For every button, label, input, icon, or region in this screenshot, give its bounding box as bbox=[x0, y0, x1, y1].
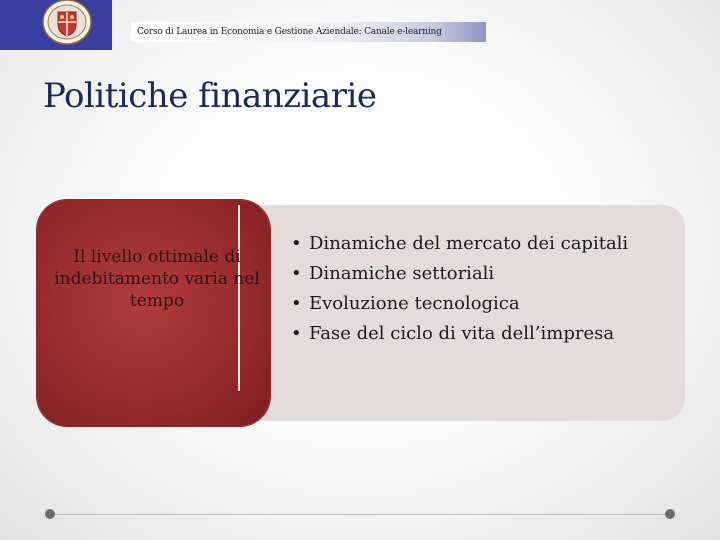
bullet-dot: • bbox=[291, 263, 302, 284]
course-title: Corso di Laurea in Economia e Gestione Aziendale: Canale e-learning bbox=[137, 27, 442, 37]
nav-right-dot-icon[interactable] bbox=[665, 509, 675, 519]
bullet-dot: • bbox=[291, 293, 302, 314]
bullet-dot: • bbox=[291, 323, 302, 344]
bullet-dot: • bbox=[291, 233, 302, 254]
slide-title: Politiche finanziarie bbox=[43, 76, 377, 116]
university-seal-icon bbox=[41, 0, 93, 46]
bullet-text: Evoluzione tecnologica bbox=[309, 293, 520, 314]
bullet-text: Dinamiche settoriali bbox=[309, 263, 495, 284]
bullet-text: Fase del ciclo di vita dell’impresa bbox=[309, 323, 615, 344]
bullet-item bbox=[291, 319, 671, 349]
bullet-item bbox=[291, 259, 671, 289]
footer-line bbox=[52, 514, 670, 515]
highlight-text: Il livello ottimale di indebitamento varia nel tempo bbox=[54, 247, 260, 311]
bullet-text: Dinamiche del mercato dei capitali bbox=[309, 233, 629, 254]
bullet-item bbox=[291, 229, 671, 259]
bullet-item bbox=[291, 289, 671, 319]
logo-block bbox=[0, 0, 112, 50]
bullet-list bbox=[291, 229, 671, 349]
highlight-panel bbox=[37, 200, 270, 426]
nav-left-dot-icon[interactable] bbox=[45, 509, 55, 519]
